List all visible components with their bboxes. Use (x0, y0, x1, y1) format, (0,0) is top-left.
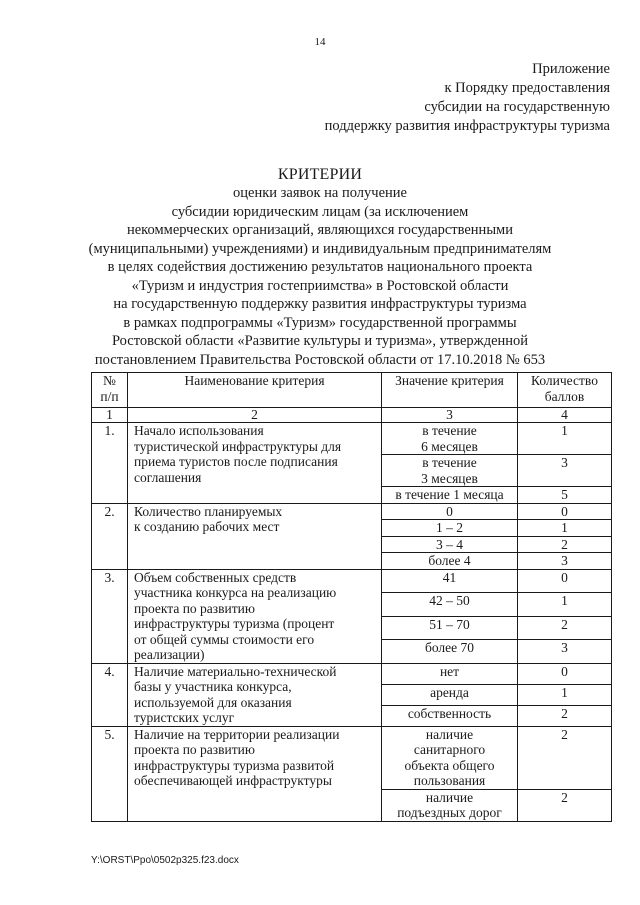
criterion-value (382, 705, 518, 726)
criterion-name-line: Количество планируемых (134, 503, 283, 519)
criterion-score: 1 (518, 423, 612, 455)
file-path-footer: Y:\ORST\Ppo\0502p325.f23.docx (91, 855, 239, 866)
subtitle-line: некоммерческих организаций, являющихся государственными (126, 222, 513, 238)
criterion-name (128, 503, 382, 569)
criterion-name-line: базы у участника конкурса, (134, 679, 292, 694)
criterion-number: 5. (92, 726, 128, 821)
criterion-name-line: проекта по развитию (134, 600, 255, 616)
criterion-value-line: 41 (442, 569, 457, 585)
criterion-name-line: туристских услуг (134, 710, 235, 725)
criterion-name-line: проекта по развитию (134, 742, 255, 757)
criterion-value-line: наличие (425, 726, 474, 742)
criterion-name-line: участника конкурса на реализацию (134, 585, 337, 600)
criteria-row (92, 503, 612, 520)
criterion-score: 1 (518, 684, 612, 705)
criterion-name-line: обеспечивающей инфраструктуры (134, 773, 332, 788)
page-number: 14 (314, 36, 326, 48)
subtitle-line: «Туризм и индустрия гостеприимства» в Ростовской области (131, 277, 509, 294)
criterion-value-line: 3 месяцев (421, 470, 478, 486)
criteria-row (92, 726, 612, 789)
criterion-number: 1. (92, 423, 128, 504)
appendix-line: поддержку развития инфраструктуры туризма (324, 118, 610, 134)
criterion-name-line: приема туристов после подписания (134, 454, 338, 469)
criterion-value (382, 553, 518, 570)
criterion-value-line: 0 (446, 503, 453, 519)
criterion-score: 5 (518, 487, 612, 504)
criterion-score: 2 (518, 726, 612, 789)
criterion-value-line: собственность (407, 705, 492, 721)
subtitle-line: оценки заявок на получение (233, 185, 407, 201)
criterion-number: 2. (92, 503, 128, 569)
criterion-score: 3 (518, 553, 612, 570)
criterion-number: 4. (92, 663, 128, 726)
index-cell: 3 (382, 408, 518, 423)
criterion-value-line: в течение 1 месяца (395, 487, 504, 502)
criterion-name (128, 569, 382, 663)
criterion-value-line: 1 – 2 (436, 520, 463, 535)
criteria-subtitle (0, 184, 640, 369)
subtitle-line: в рамках подпрограммы «Туризм» государственной программы (123, 314, 517, 331)
criterion-value (382, 593, 518, 617)
criterion-name-line: инфраструктуры туризма (процент (134, 616, 335, 631)
criteria-table (91, 372, 612, 822)
criterion-value (382, 616, 518, 640)
criterion-value (382, 455, 518, 487)
criterion-value-line: 3 – 4 (436, 536, 463, 552)
criterion-name-line: от общей суммы стоимости его (134, 631, 315, 647)
criterion-name-line: Наличие на территории реализации (134, 726, 340, 742)
index-cell: 2 (128, 408, 382, 423)
criterion-value-line: более 4 (428, 553, 471, 568)
criterion-value-line: санитарного (413, 742, 486, 757)
header-name: Наименование критерия (128, 373, 382, 408)
appendix-line: к Порядку предоставления (444, 80, 610, 96)
criterion-value (382, 487, 518, 504)
criterion-score: 0 (518, 569, 612, 593)
criterion-value (382, 569, 518, 593)
criterion-value-line: в течение (422, 423, 477, 438)
criteria-row (92, 569, 612, 593)
criterion-value (382, 520, 518, 537)
criteria-row (92, 423, 612, 455)
subtitle-line: субсидии юридическим лицам (за исключением (171, 203, 469, 220)
criteria-title: КРИТЕРИИ (277, 166, 363, 183)
header-score: Количество баллов (518, 373, 612, 408)
header-value: Значение критерия (382, 373, 518, 408)
criterion-value (382, 663, 518, 684)
criterion-score: 3 (518, 640, 612, 664)
column-index-row (92, 408, 612, 423)
criterion-name-line: соглашения (134, 469, 202, 485)
criterion-name-line: к созданию рабочих мест (134, 519, 280, 534)
criterion-name (128, 423, 382, 504)
appendix-line: субсидии на государственную (424, 99, 610, 115)
criterion-value (382, 789, 518, 821)
criterion-value-line: 42 – 50 (429, 593, 470, 608)
criterion-value-line: 6 месяцев (421, 438, 478, 454)
subtitle-line: Ростовской области «Развитие культуры и туризма», утвержденной (111, 333, 529, 349)
criterion-value-line: 51 – 70 (429, 616, 470, 632)
subtitle-line: в целях содействия достижению результатов национального проекта (107, 259, 533, 275)
criteria-body (92, 423, 612, 822)
criterion-name-line: Наличие материально-технической (134, 663, 337, 679)
index-cell: 1 (92, 408, 128, 423)
subtitle-line: (муниципальными) учреждениями) и индивидуальным предпринимателям (88, 240, 552, 257)
criterion-score: 1 (518, 593, 612, 617)
criterion-value (382, 726, 518, 789)
criterion-value-line: аренда (430, 684, 469, 700)
criterion-value (382, 503, 518, 520)
criterion-score: 2 (518, 536, 612, 553)
criterion-name (128, 726, 382, 821)
criterion-number: 3. (92, 569, 128, 663)
criterion-value (382, 423, 518, 455)
index-cell: 4 (518, 408, 612, 423)
criterion-value-line: нет (439, 663, 460, 679)
criterion-value-line: наличие (425, 789, 474, 805)
criterion-score: 0 (518, 503, 612, 520)
criterion-value-line: объекта общего (404, 757, 495, 773)
criterion-score: 2 (518, 705, 612, 726)
criterion-value-line: пользования (413, 773, 486, 788)
criterion-name-line: используемой для оказания (134, 694, 292, 710)
criterion-name-line: Начало использования (134, 423, 264, 438)
criterion-score: 2 (518, 616, 612, 640)
criterion-value (382, 684, 518, 705)
subtitle-line: на государственную поддержку развития инфраструктуры туризма (113, 296, 527, 312)
criteria-row (92, 663, 612, 684)
header-num: № п/п (92, 373, 128, 408)
appendix-line: Приложение (532, 61, 610, 77)
criterion-score: 3 (518, 455, 612, 487)
subtitle-line: постановлением Правительства Ростовской области от 17.10.2018 № 653 (94, 351, 546, 368)
criterion-value-line: подъездных дорог (397, 805, 502, 820)
criterion-score: 0 (518, 663, 612, 684)
criterion-value-line: в течение (422, 455, 477, 470)
criterion-score: 1 (518, 520, 612, 537)
criterion-name-line: Объем собственных средств (134, 569, 297, 585)
criterion-name (128, 663, 382, 726)
criterion-value (382, 536, 518, 553)
appendix-block (280, 60, 610, 136)
criterion-score: 2 (518, 789, 612, 821)
criterion-name-line: реализации) (134, 647, 205, 662)
criterion-name-line: туристической инфраструктуры для (134, 438, 342, 454)
criterion-name-line: инфраструктуры туризма развитой (134, 757, 335, 773)
criterion-value (382, 640, 518, 664)
header-row (92, 373, 612, 408)
criterion-value-line: более 70 (424, 640, 475, 655)
